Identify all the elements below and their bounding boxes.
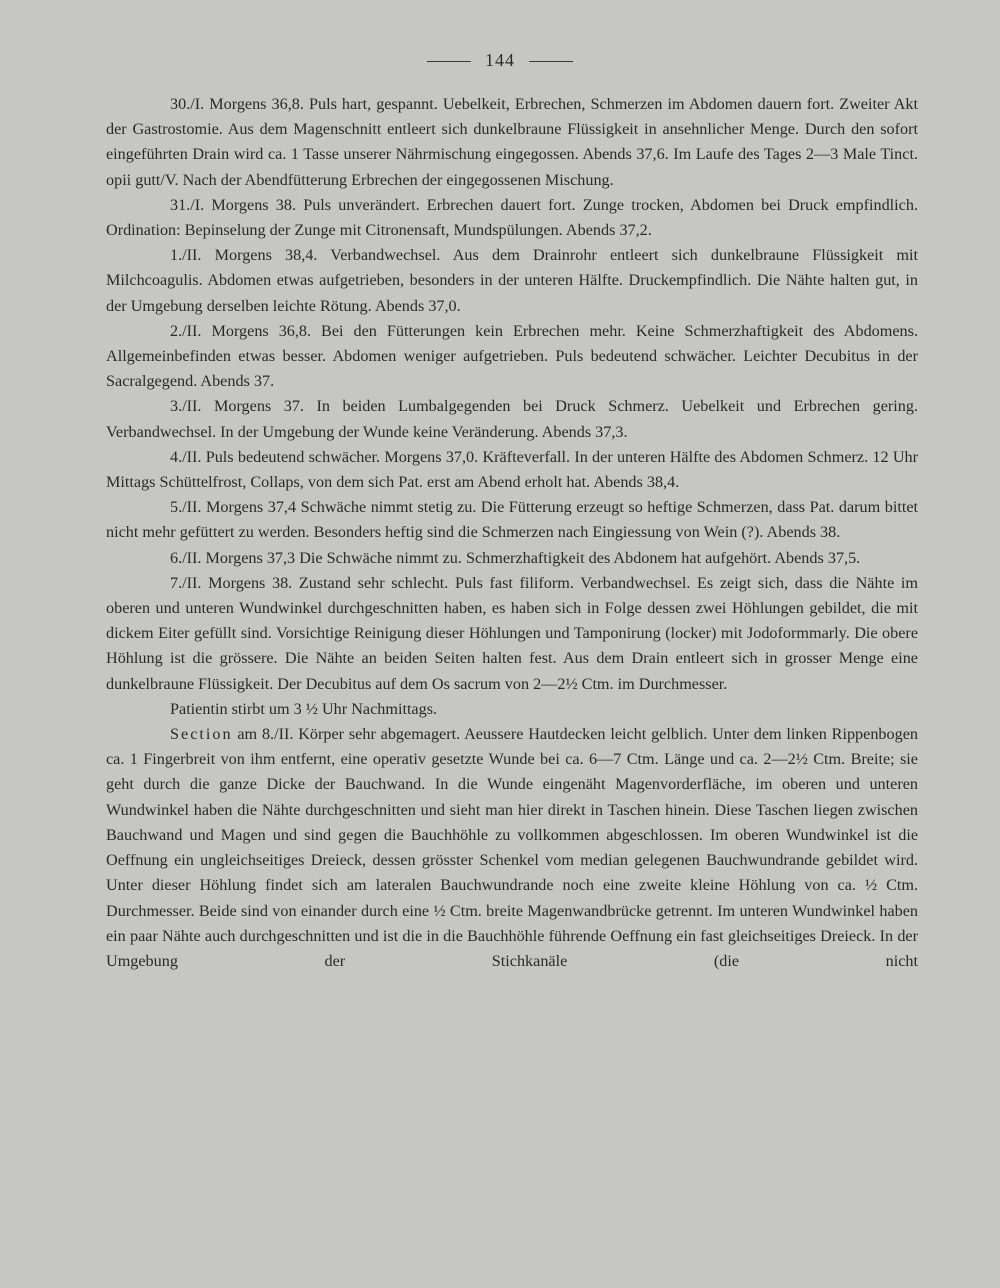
paragraph-4-II: 4./II. Puls bedeutend schwächer. Morgens 37,0. Kräfteverfall. In der unteren Hälfte des Abdomen Schmerz. 12 Uhr Mittags Schüttelfrost, Collaps, von dem sich Pat. erst am Abend erholt hat. Abends 38,4. (106, 447, 918, 492)
page-body (106, 92, 918, 974)
paragraph-7-II: 7./II. Morgens 38. Zustand sehr schlecht. Puls fast filiform. Verbandwechsel. Es zeigt sich, dass die Nähte im oberen und unteren Wundwinkel durchgeschnitten haben, es haben sich in Folge dessen zwei Höhlungen gebildet, die mit dickem Eiter gefüllt sind. Vorsichtige Reinigung dieser Höhlungen und Tamponirung (locker) mit Jodoformmarly. Die obere Höhlung ist die grössere. Die Nähte an beiden Seiten halten fest. Aus dem Drain entleert sich in grosser Menge eine dunkelbraune Flüssigkeit. Der Decubitus auf dem Os sacrum von 2—2½ Ctm. im Durchmesser. (106, 573, 918, 693)
paragraph-section (106, 722, 918, 974)
paragraph-3-II: 3./II. Morgens 37. In beiden Lumbalgegenden bei Druck Schmerz. Uebelkeit und Erbrechen gering. Verbandwechsel. In der Umgebung der Wunde keine Veränderung. Abends 37,3. (106, 397, 918, 441)
header-rule-right (529, 61, 573, 62)
header-rule-left (427, 61, 471, 62)
section-label: Section (170, 725, 233, 744)
page-header (0, 50, 1000, 71)
page-number: 144 (485, 50, 515, 70)
paragraph-6-II: 6./II. Morgens 37,3 Die Schwäche nimmt zu. Schmerzhaftigkeit des Abdonem hat aufgehört. Abends 37,5. (170, 548, 861, 567)
paragraph-5-II: 5./II. Morgens 37,4 Schwäche nimmt stetig zu. Die Fütterung erzeugt so heftige Schmerzen, dass Pat. darum bittet nicht mehr gefüttert zu werden. Besonders heftig sind die Schmerzen nach Eingiessung von Wein (?). Abends 38. (106, 498, 918, 542)
section-text: am 8./II. Körper sehr abgemagert. Aeussere Hautdecken leicht gelblich. Unter dem linken Rippenbogen ca. 1 Fingerbreit von ihm entfernt, eine operativ gesetzte Wunde bei ca. 6—7 Ctm. Länge und ca. 2—2½ Ctm. Breite; sie geht durch die ganze Dicke der Bauchwand. In die Wunde eingenäht Magenvorderfläche, im oberen und unteren Wundwinkel haben die Nähte durchgeschnitten und sieht man hier direkt in Taschen hinein. Diese Taschen liegen zwischen Bauchwand und Magen und sind gegen die Bauchhöhle zu vollkommen abgeschlossen. Im oberen Wundwinkel ist die Oeffnung ein ungleichseitiges Dreieck, dessen grösster Schenkel vom median gelegenen Bauchwundrande gebildet wird. Unter dieser Höhlung findet sich am lateralen Bauchwundrande noch eine zweite kleine Höhlung von ca. ½ Ctm. Durchmesser. Beide sind von einander durch eine ½ Ctm. breite Magenwandbrücke getrennt. Im unteren Wundwinkel haben ein paar Nähte auch durchgeschnitten und ist die in die Bauchhöhle führende Oeffnung ein fast gleichseitiges Dreieck. In der Umgebung der Stichkanäle (die nicht (106, 725, 918, 970)
paragraph-2-II: 2./II. Morgens 36,8. Bei den Fütterungen kein Erbrechen mehr. Keine Schmerzhaftigkeit des Abdomens. Allgemeinbefinden etwas besser. Abdomen weniger aufgetrieben. Puls bedeutend schwächer. Leichter Decubitus in der Sacralgegend. Abends 37. (106, 321, 918, 391)
paragraph-death: Patientin stirbt um 3 ½ Uhr Nachmittags. (170, 699, 438, 718)
paragraph-30-I: 30./I. Morgens 36,8. Puls hart, gespannt. Uebelkeit, Erbrechen, Schmerzen im Abdomen dauern fort. Zweiter Akt der Gastrostomie. Aus dem Magenschnitt entleert sich dunkelbraune Flüssigkeit in ansehnlicher Menge. Durch den sofort eingeführten Drain wird ca. 1 Tasse unserer Nährmischung eingegossen. Abends 37,6. Im Laufe des Tages 2—3 Male Tinct. opii gutt/V. Nach der Abendfütterung Erbrechen der eingegossenen Mischung. (106, 95, 918, 189)
paragraph-1-II: 1./II. Morgens 38,4. Verbandwechsel. Aus dem Drainrohr entleert sich dunkelbraune Flüssigkeit mit Milchcoagulis. Abdomen etwas aufgetrieben, besonders in der unteren Hälfte. Druckempfindlich. Die Nähte halten gut, in der Umgebung derselben leichte Rötung. Abends 37,0. (106, 246, 918, 315)
paragraph-31-I: 31./I. Morgens 38. Puls unverändert. Erbrechen dauert fort. Zunge trocken, Abdomen bei Druck empfindlich. Ordination: Bepinselung der Zunge mit Citronensaft, Mundspülungen. Abends 37,2. (106, 195, 918, 240)
